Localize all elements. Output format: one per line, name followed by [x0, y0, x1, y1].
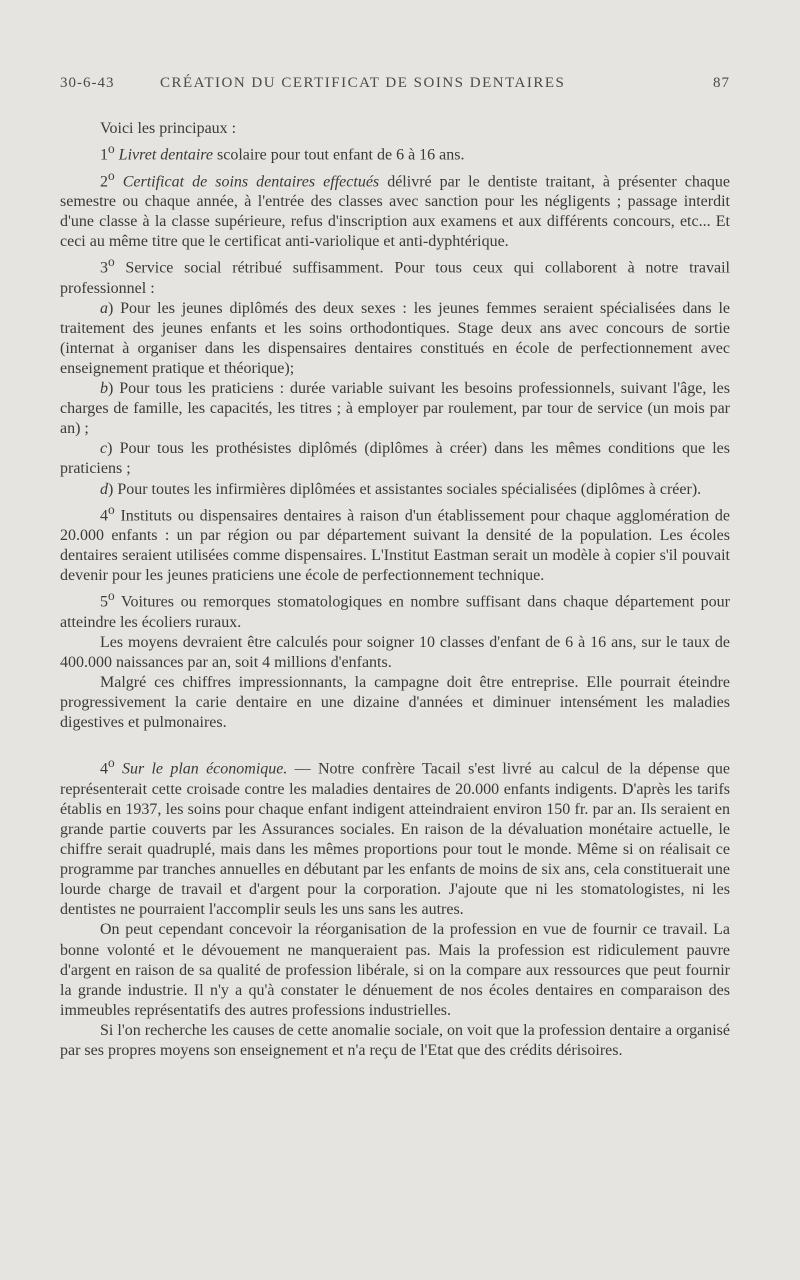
- paragraph: 2$^o$ Certificat de soins dentaires effectués délivré par le dentiste traitant, à présenter chaque semestre ou chaque année, à l'entrée des classes avec sanction pour les négligents ; passage interdit d'une classe à la classe supérieure, refus d'inscription aux examens et aux différents concours, etc... Et ceci au même titre que le certificat anti-variolique et anti-dyphtérique.: [60, 167, 731, 251]
- paragraph: 1$^o$ Livret dentaire scolaire pour tout enfant de 6 à 16 ans.: [100, 141, 465, 164]
- body-text: [60, 119, 730, 1061]
- paragraph: Malgré ces chiffres impressionnants, la campagne doit être entreprise. Elle pourrait éteindre progressivement la carie dentaire en une dizaine d'années et diminuer intensément les maladies digestives et pulmonaires.: [60, 674, 730, 732]
- paragraph: Si l'on recherche les causes de cette anomalie sociale, on voit que la profession dentaire a organisé par ses propres moyens son enseignement et n'a reçu de l'Etat que des crédits dérisoires.: [60, 1021, 730, 1059]
- paragraph: d) Pour toutes les infirmières diplômées et assistantes sociales spécialisées (diplômes à créer).: [100, 480, 702, 498]
- paragraph: Voici les principaux :: [100, 120, 237, 137]
- paragraph: a) Pour les jeunes diplômés des deux sexes : les jeunes femmes seraient spécialisées dans le traitement des jeunes enfants et les soins orthodontiques. Stage deux ans avec concours de sortie (internat à organiser dans les dispensaires dentaires constitués en école de perfectionnement avec enseignement pratique et théorique);: [60, 299, 730, 378]
- running-header: [60, 75, 730, 97]
- paragraph: c) Pour tous les prothésistes diplômés (diplômes à créer) dans les mêmes conditions que les praticiens ;: [60, 440, 730, 478]
- paragraph: b) Pour tous les praticiens : durée variable suivant les besoins professionnels, suivant l'âge, les charges de famille, les capacités, les titres ; à employer par roulement, par tour de service (un mois par an) ;: [60, 380, 730, 438]
- header-date: 30-6-43: [60, 75, 115, 91]
- header-title: CRÉATION DU CERTIFICAT DE SOINS DENTAIRES: [160, 75, 566, 91]
- paragraph: 4$^o$ Instituts ou dispensaires dentaires à raison d'un établissement pour chaque agglomération de 20.000 enfants : un par région ou par département suivant la densité de la population. Les écoles dentaires seraient utilisées comme dispensaires. L'Institut Eastman serait un modèle à copier s'il pouvait devenir pour les jeunes praticiens une école de perfectionnement technique.: [60, 501, 730, 585]
- paragraph: 5$^o$ Voitures ou remorques stomatologiques en nombre suffisant dans chaque département pour atteindre les écoliers ruraux.: [60, 588, 730, 631]
- paragraph: Les moyens devraient être calculés pour soigner 10 classes d'enfant de 6 à 16 ans, sur le taux de 400.000 naissances par an, soit 4 millions d'enfants.: [60, 633, 730, 671]
- paragraph: On peut cependant concevoir la réorganisation de la profession en vue de fournir ce travail. La bonne volonté et le dévouement ne manqueraient pas. Mais la profession est ridiculement pauvre d'argent en raison de sa qualité de profession libérale, si on la compare aux ressources que peut fournir la grande industrie. Il n'y a qu'à constater le dénuement de nos écoles dentaires en comparaison des immeubles représentatifs des autres professions industrielles.: [60, 921, 730, 1019]
- paragraph: 3$^o$ Service social rétribué suffisamment. Pour tous ceux qui collaborent à notre travail professionnel :: [60, 254, 730, 297]
- page-number: 87: [713, 75, 730, 91]
- paragraph: 4$^o$ Sur le plan économique. — Notre confrère Tacail s'est livré au calcul de la dépense que représenterait cette croisade contre les maladies dentaires de 20.000 enfants indigents. D'après les tarifs établis en 1937, les soins pour chaque enfant indigent atteindraient environ 150 fr. par an. Ils seraient en grande partie couverts par les Assurances sociales. En raison de la dévaluation monétaire actuelle, le chiffre serait quadruplé, mais dans les mêmes proportions pour tout le monde. Même si on réalisait ce programme par tranches annuelles en débutant par les enfants de moins de six ans, cela constituerait une lourde charge de travail et d'argent pour la corporation. J'ajoute que ni les stomatologistes, ni les dentistes ne pourraient l'accomplir seuls les uns sans les autres.: [60, 755, 731, 919]
